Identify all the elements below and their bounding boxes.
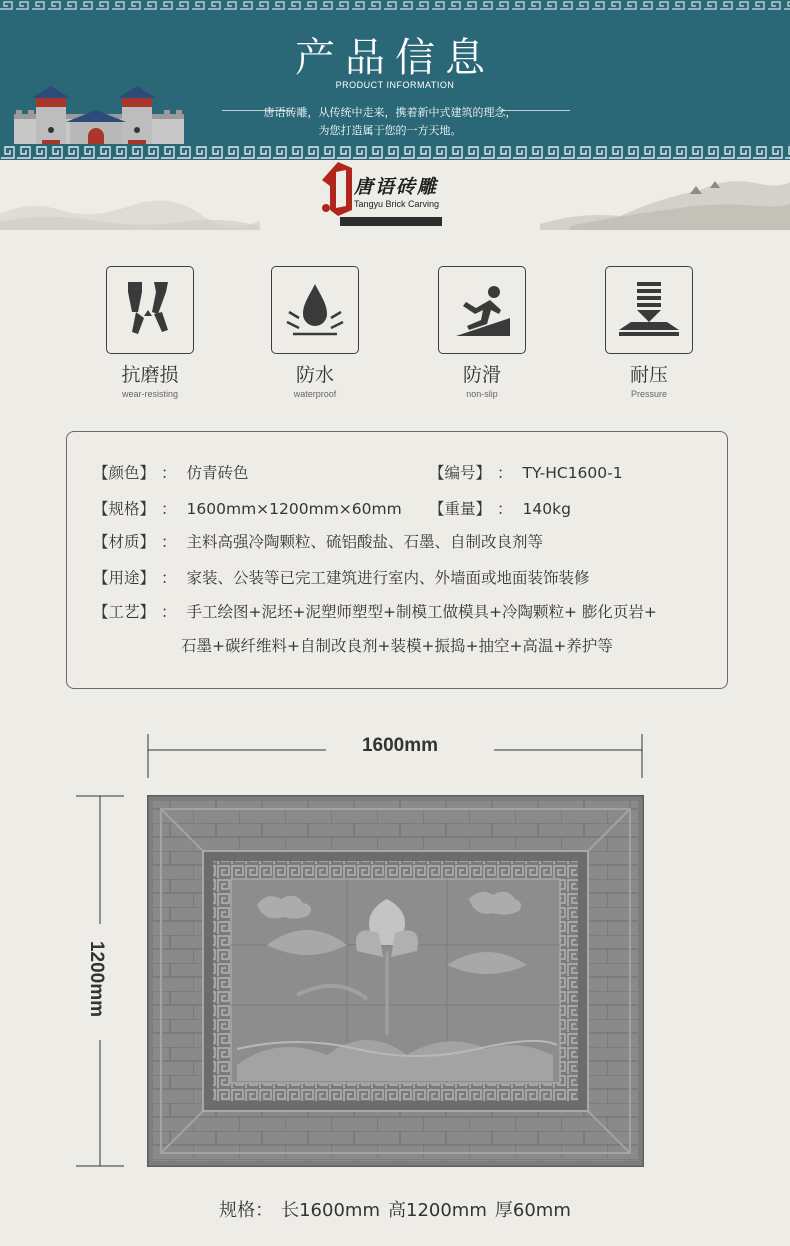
spec-row-color bbox=[93, 461, 249, 483]
spec-colon: ： bbox=[497, 464, 513, 482]
spec-key: 【重量】 bbox=[429, 500, 492, 518]
spec-value: 1600mm×1200mm×60mm bbox=[186, 500, 402, 518]
spec-caption bbox=[0, 1196, 790, 1222]
width-label: 1600mm bbox=[361, 735, 439, 756]
spec-row-craft bbox=[93, 600, 657, 622]
brick-relief-panel-image bbox=[147, 795, 644, 1167]
feature-label-en: non-slip bbox=[466, 389, 498, 399]
caption-thickness: 厚60mm bbox=[494, 1200, 571, 1221]
spec-row-code bbox=[429, 461, 623, 483]
feature-label-en: waterproof bbox=[293, 389, 337, 399]
height-label: 1200mm bbox=[86, 940, 107, 1018]
feature-label: 防滑 bbox=[462, 364, 501, 386]
feature-icon-frame bbox=[438, 266, 526, 354]
tagline-line2: 为您打造属于您的一方天地。 bbox=[318, 124, 462, 137]
feature-label: 耐压 bbox=[629, 364, 668, 386]
header-banner bbox=[0, 0, 790, 160]
spec-value: 石墨+碳纤维料+自制改良剂+装模+振捣+抽空+高温+养护等 bbox=[181, 637, 613, 655]
press-icon bbox=[617, 278, 681, 342]
water-drop-icon bbox=[283, 278, 347, 342]
spec-row-craft-cont bbox=[181, 634, 613, 656]
castle-illustration bbox=[14, 84, 184, 150]
spec-key: 【规格】 bbox=[93, 500, 156, 518]
spec-value: 手工绘图+泥坯+泥塑师塑型+制模工做模具+冷陶颗粒+ 膨化页岩+ bbox=[186, 603, 657, 621]
spec-key: 【材质】 bbox=[93, 533, 156, 551]
feature-label-en: wear-resisting bbox=[121, 389, 179, 399]
spec-row-material bbox=[93, 530, 543, 552]
spec-value: 140kg bbox=[522, 500, 571, 518]
caption-height: 高1200mm bbox=[388, 1200, 487, 1221]
feature-label-en: Pressure bbox=[630, 389, 667, 399]
brand-name-cn: 唐语砖雕 bbox=[354, 176, 439, 198]
feature-waterproof bbox=[271, 266, 359, 399]
spec-row-usage bbox=[93, 566, 590, 588]
fret-border-top bbox=[0, 0, 790, 10]
spec-colon: ： bbox=[161, 464, 177, 482]
spec-colon: ： bbox=[161, 569, 177, 587]
spec-value: 家装、公装等已完工建筑进行室内、外墙面或地面装饰装修 bbox=[186, 569, 590, 587]
feature-icon-frame bbox=[106, 266, 194, 354]
feature-label: 抗磨损 bbox=[121, 364, 179, 386]
feature-non-slip bbox=[438, 266, 526, 399]
feature-wear-resisting bbox=[106, 266, 194, 399]
slip-icon bbox=[450, 278, 514, 342]
tagline-line1: 唐语砖雕，从传统中走来，携着新中式建筑的理念， bbox=[263, 106, 517, 119]
feature-icon-frame bbox=[271, 266, 359, 354]
spec-value: TY-HC1600-1 bbox=[522, 464, 623, 482]
spec-row-weight bbox=[429, 497, 571, 519]
spec-key: 【颜色】 bbox=[93, 464, 156, 482]
feature-pressure bbox=[605, 266, 693, 399]
spec-key: 【工艺】 bbox=[93, 603, 156, 621]
brand-underline bbox=[340, 217, 442, 226]
spec-key: 【用途】 bbox=[93, 569, 156, 587]
feature-icon-frame bbox=[605, 266, 693, 354]
page-title: 产品信息 bbox=[295, 35, 495, 81]
pliers-icon bbox=[118, 278, 182, 342]
spec-colon: ： bbox=[161, 603, 177, 621]
page-subtitle: PRODUCT INFORMATION bbox=[335, 80, 455, 90]
ink-mountains-left bbox=[0, 170, 260, 230]
spec-panel bbox=[66, 431, 728, 689]
spec-row-size bbox=[93, 497, 402, 519]
spec-colon: ： bbox=[497, 500, 513, 518]
caption-length: 长1600mm bbox=[281, 1200, 380, 1221]
brand-name-en: Tangyu Brick Carving bbox=[354, 199, 440, 209]
spec-value: 主料高强冷陶颗粒、硫铝酸盐、石墨、自制改良剂等 bbox=[186, 533, 544, 551]
spec-colon: ： bbox=[161, 533, 177, 551]
spec-key: 【编号】 bbox=[429, 464, 492, 482]
caption-prefix: 规格： bbox=[219, 1200, 274, 1221]
feature-label: 防水 bbox=[295, 364, 334, 386]
spec-value: 仿青砖色 bbox=[186, 464, 249, 482]
spec-colon: ： bbox=[161, 500, 177, 518]
ink-mountains-right bbox=[540, 168, 790, 230]
